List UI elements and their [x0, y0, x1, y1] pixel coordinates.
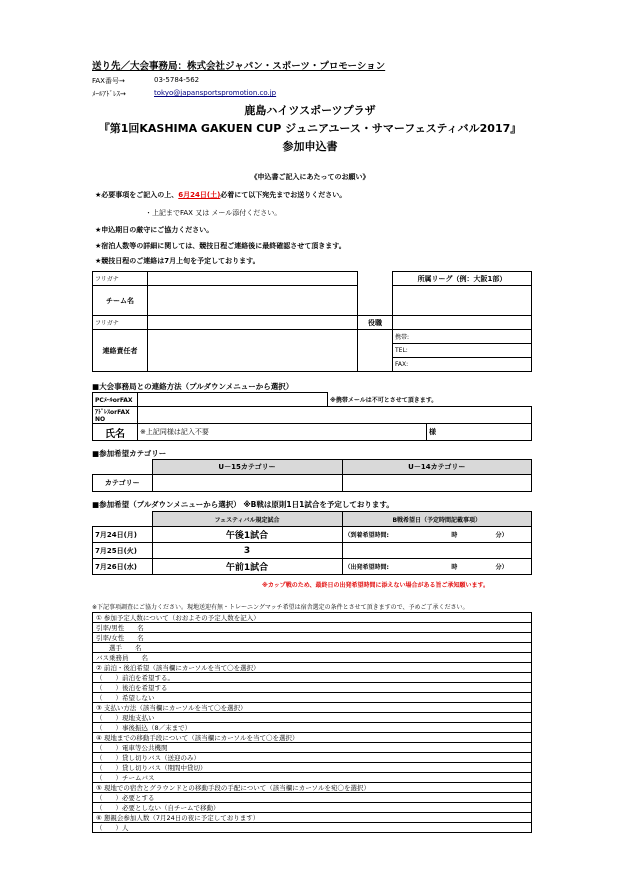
- address-field[interactable]: [138, 407, 532, 424]
- minute-field[interactable]: 分）: [472, 527, 531, 543]
- deadline-date: 6月24日(土): [178, 191, 221, 199]
- survey-line[interactable]: （ ）チームバス: [93, 773, 532, 783]
- furigana-label-2: フリガナ: [93, 316, 148, 330]
- date-cell: 7月26日(水): [93, 559, 153, 575]
- b-match-time-label: （到着希望時間:: [342, 527, 437, 543]
- survey-line[interactable]: （ ）後泊を希望する: [93, 683, 532, 693]
- team-name-field[interactable]: [148, 286, 358, 316]
- u14-header: U－14カテゴリー: [342, 460, 532, 475]
- name-label: 氏名: [93, 424, 138, 441]
- team-furigana-field[interactable]: [148, 272, 358, 286]
- contact-furigana-field[interactable]: [148, 316, 358, 330]
- method-select[interactable]: [138, 393, 328, 407]
- league-label: 所属リーグ（例：大阪1部）: [393, 272, 532, 286]
- survey-line: ④ 現地までの移動手段について（該当欄にカーソルを当て〇を選択）: [93, 733, 532, 743]
- survey-line[interactable]: （ ）人: [93, 823, 532, 833]
- title-venue: 鹿島ハイツスポーツプラザ: [244, 104, 376, 117]
- schedule-warning: ※カップ戦のため、最終日の出発希望時間に添えない場合がある旨ご承知願います。: [262, 582, 490, 589]
- hour-field[interactable]: 時: [437, 527, 473, 543]
- u14-select[interactable]: [342, 475, 532, 492]
- survey-table: [92, 612, 532, 833]
- date-cell: 7月25日(火): [93, 543, 153, 559]
- survey-line[interactable]: （ ）現地支払い: [93, 713, 532, 723]
- b-match-field[interactable]: [342, 543, 532, 559]
- contact-method-table: [92, 392, 532, 441]
- recipient-line: 送り先／大会事務局：株式会社ジャパン・スポーツ・プロモーション: [92, 61, 386, 72]
- position-field[interactable]: [393, 316, 532, 330]
- schedule-table: [92, 511, 532, 575]
- mobile-mail-note: ※携帯メールは不可とさせて頂きます。: [328, 393, 532, 407]
- instruction-lodging: ★宿泊人数等の詳細に関しては、競技日程ご連絡後に最終確認させて頂きます。: [95, 242, 346, 250]
- fax-label: FAX番号→: [92, 77, 125, 85]
- team-info-table: [92, 271, 532, 372]
- festival-match-header: フェスティバル規定試合: [152, 512, 342, 527]
- mail-label: ﾒｰﾙｱﾄﾞﾚｽ→: [92, 90, 126, 98]
- category-row-label: カテゴリー: [93, 475, 153, 492]
- survey-line: ② 前泊・後泊希望（該当欄にカーソルを当て〇を選択）: [93, 663, 532, 673]
- title-form: 参加申込書: [282, 140, 338, 153]
- tel-field[interactable]: TEL:: [393, 344, 532, 358]
- name-field[interactable]: [138, 424, 427, 441]
- survey-line[interactable]: 選手 名: [93, 643, 532, 653]
- survey-line: ③ 支払い方法（該当欄にカーソルを当て〇を選択）: [93, 703, 532, 713]
- category-section-heading: ■参加希望カテゴリー: [92, 449, 167, 458]
- u15-header: U－15カテゴリー: [152, 460, 342, 475]
- contact-section-heading: ■大会事務局との連絡方法（プルダウンメニューから選択）: [92, 382, 294, 391]
- festival-match-select[interactable]: 午後1試合: [152, 527, 342, 543]
- name-note: ※上記同様は記入不要: [140, 428, 209, 436]
- festival-match-select[interactable]: 3: [152, 543, 342, 559]
- date-cell: 7月24日(月): [93, 527, 153, 543]
- schedule-section-heading: ■参加希望（プルダウンメニューから選択） ※B戦は原則1日1試合を予定しております。: [92, 500, 394, 509]
- survey-line[interactable]: （ ）必要としない（自チームで移動）: [93, 803, 532, 813]
- survey-line[interactable]: バス乗務員 名: [93, 653, 532, 663]
- hour-field[interactable]: 時: [437, 559, 473, 575]
- mobile-field[interactable]: 携帯:: [393, 330, 532, 344]
- furigana-label: フリガナ: [93, 272, 148, 286]
- league-field[interactable]: [393, 286, 532, 316]
- survey-line[interactable]: （ ）貸し切りバス（期間中貸切）: [93, 763, 532, 773]
- u15-select[interactable]: [152, 475, 342, 492]
- fax-field[interactable]: FAX:: [393, 358, 532, 372]
- survey-line[interactable]: （ ）事後振込（8／末まで）: [93, 723, 532, 733]
- mail-address-link[interactable]: tokyo@japansportspromotion.co.jp: [154, 89, 277, 97]
- instruction-strict: ★申込期日の厳守にご協力ください。: [95, 226, 214, 234]
- category-table: [92, 459, 532, 492]
- instruction-deadline: ★必要事項をご記入の上、6月24日(土)必着にて以下宛先までお送りください。: [95, 191, 347, 199]
- instructions-heading: 《申込書ご記入にあたってのお願い》: [250, 173, 370, 181]
- fax-number: 03-5784-562: [154, 76, 200, 84]
- instruction-schedule: ★競技日程のご連絡は7月上旬を予定しております。: [95, 257, 260, 265]
- survey-line[interactable]: （ ）希望しない: [93, 693, 532, 703]
- festival-match-select[interactable]: 午前1試合: [152, 559, 342, 575]
- b-match-time-label: （出発希望時間:: [342, 559, 437, 575]
- position-label: 役職: [358, 316, 393, 330]
- survey-line: ⑤ 現地での宿舎とグラウンドとの移動手段の手配について（該当欄にカーソルを宛〇を選択）: [93, 783, 532, 793]
- survey-line[interactable]: （ ）貸し切りバス（送迎のみ）: [93, 753, 532, 763]
- address-label: ｱﾄﾞﾚｽorFAX NO: [93, 407, 138, 424]
- title-event: 『第1回KASHIMA GAKUEN CUP ジュニアユース・サマーフェスティバル2017』: [98, 122, 522, 135]
- contact-person-label: 連絡責任者: [93, 330, 148, 372]
- method-label: PCﾒｰﾙorFAX: [93, 393, 138, 407]
- survey-line[interactable]: 引率/女性 名: [93, 633, 532, 643]
- survey-line: ⑥ 懇親会参加人数（7月24日の夜に予定しております）: [93, 813, 532, 823]
- honorific: 様: [427, 424, 532, 441]
- minute-field[interactable]: 分）: [472, 559, 531, 575]
- survey-line[interactable]: 引率/男性 名: [93, 623, 532, 633]
- survey-line[interactable]: （ ）電車等公共機関: [93, 743, 532, 753]
- contact-person-field[interactable]: [148, 330, 358, 372]
- survey-intro: ※下記事項調査にご協力ください。現地送迎有無・トレーニングマッチ希望は宿舎選定の条件とさせて頂きますので、予めご了承ください。: [92, 604, 469, 611]
- instruction-send-method: ・上記までFAX 又は メール添付ください。: [145, 209, 282, 217]
- survey-line[interactable]: （ ）前泊を希望する。: [93, 673, 532, 683]
- survey-line[interactable]: （ ）必要とする: [93, 793, 532, 803]
- team-name-label: チーム名: [93, 286, 148, 316]
- survey-line: ① 参加予定人数について（おおよその予定人数を記入）: [93, 613, 532, 623]
- b-match-header: B戦希望日（予定時間記載事項）: [342, 512, 532, 527]
